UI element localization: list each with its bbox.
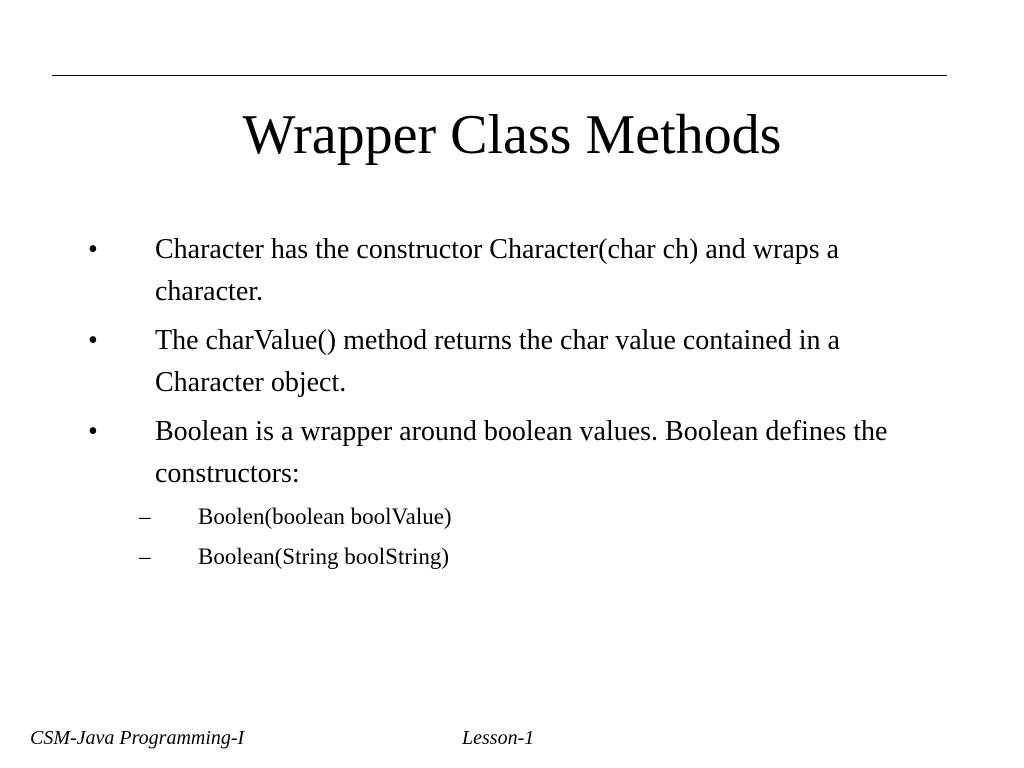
sub-bullet-text: Boolean(String boolString) bbox=[198, 544, 450, 569]
footer-lesson: Lesson-1 bbox=[462, 727, 535, 749]
bullet-text: Character has the constructor Character(char ch) and wraps a character. bbox=[155, 234, 840, 307]
bullet-icon: • bbox=[88, 325, 98, 356]
dash-icon: – bbox=[139, 544, 151, 569]
bullet-icon: • bbox=[88, 234, 98, 265]
bullet-item bbox=[0, 320, 945, 404]
bullet-text: Boolean is a wrapper around boolean values. Boolean defines the constructors: bbox=[155, 416, 888, 489]
header-divider bbox=[52, 75, 947, 76]
sub-bullet-list bbox=[0, 502, 1024, 572]
sub-bullet-item bbox=[0, 502, 948, 532]
bullet-item bbox=[0, 411, 945, 495]
bullet-list bbox=[0, 229, 1024, 582]
dash-icon: – bbox=[139, 504, 151, 529]
footer-course: CSM-Java Programming-I bbox=[30, 727, 245, 749]
sub-bullet-text: Boolen(boolean boolValue) bbox=[198, 504, 452, 529]
bullet-text: The charValue() method returns the char value contained in a Character object. bbox=[155, 325, 840, 398]
sub-bullet-item bbox=[0, 542, 948, 572]
bullet-icon: • bbox=[88, 416, 98, 447]
bullet-item bbox=[0, 229, 945, 313]
slide-title: Wrapper Class Methods bbox=[242, 104, 782, 166]
sub-bullet-group bbox=[0, 502, 1024, 572]
